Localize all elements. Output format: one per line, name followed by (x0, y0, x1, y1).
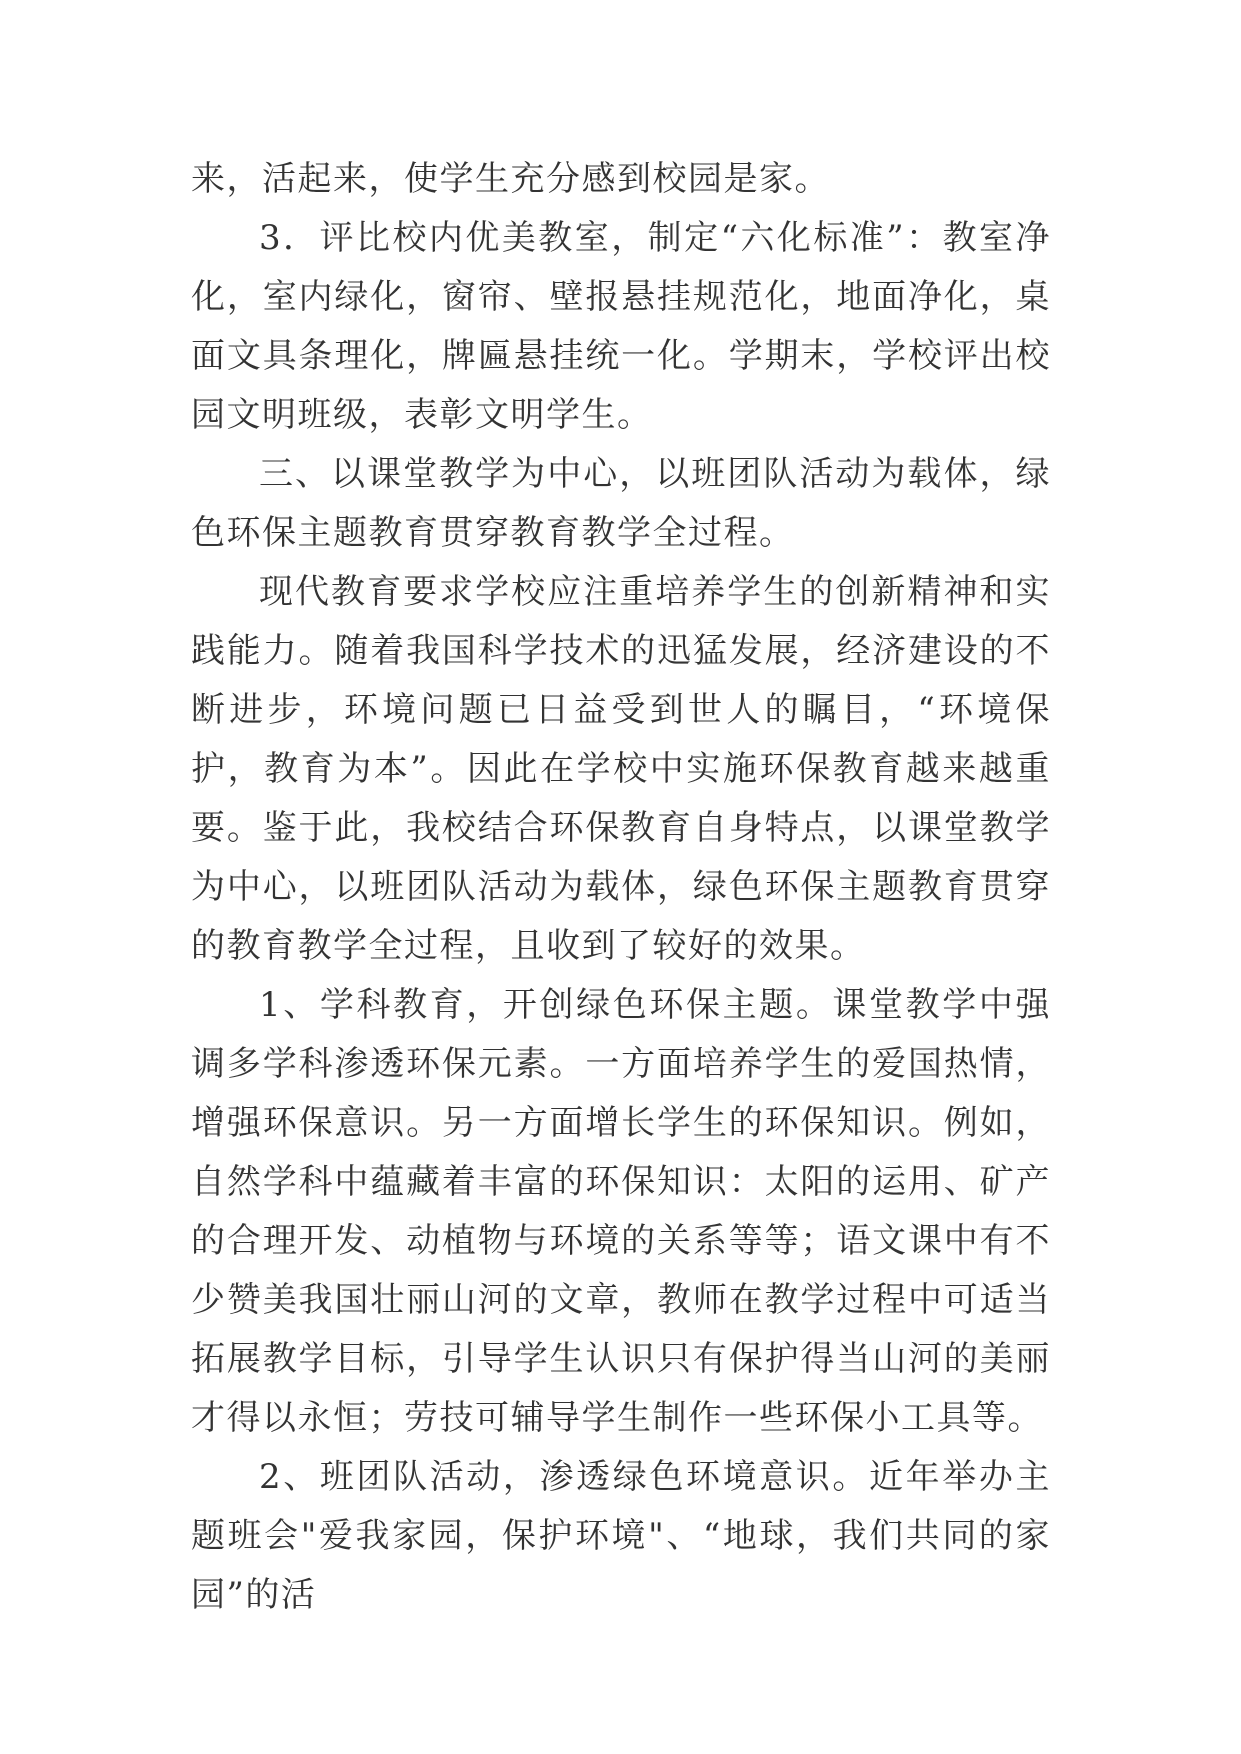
paragraph-class-team-activities: 2、班团队活动，渗透绿色环境意识。近年举办主题班会"爱我家园，保护环境"、“地球，我们共同的家园”的活 (191, 1457, 1051, 1615)
paragraph-continuation: 来，活起来，使学生充分感到校园是家。 (191, 159, 830, 199)
paragraph-classroom-standards: 3．评比校内优美教室，制定“六化标准”：教室净化，室内绿化，窗帘、壁报悬挂规范化，地面净化，桌面文具条理化，牌匾悬挂统一化。学期末，学校评出校园文明班级，表彰文明学生。 (191, 218, 1051, 435)
document-body (191, 150, 1051, 1625)
paragraph-modern-education: 现代教育要求学校应注重培养学生的创新精神和实践能力。随着我国科学技术的迅猛发展，经济建设的不断进步，环境问题已日益受到世人的瞩目，“环境保护，教育为本”。因此在学校中实施环保教育越来越重要。鉴于此，我校结合环保教育自身特点，以课堂教学为中心，以班团队活动为载体，绿色环保主题教育贯穿的教育教学全过程，且收到了较好的效果。 (191, 572, 1051, 966)
paragraph-subject-education: 1、学科教育，开创绿色环保主题。课堂教学中强调多学科渗透环保元素。一方面培养学生的爱国热情，增强环保意识。另一方面增长学生的环保知识。例如，自然学科中蕴藏着丰富的环保知识：太阳的运用、矿产的合理开发、动植物与环境的关系等等；语文课中有不少赞美我国壮丽山河的文章，教师在教学过程中可适当拓展教学目标，引导学生认识只有保护得当山河的美丽才得以永恒；劳技可辅导学生制作一些环保小工具等。 (191, 985, 1051, 1438)
paragraph-section-three-heading: 三、以课堂教学为中心，以班团队活动为载体，绿色环保主题教育贯穿教育教学全过程。 (191, 454, 1051, 553)
